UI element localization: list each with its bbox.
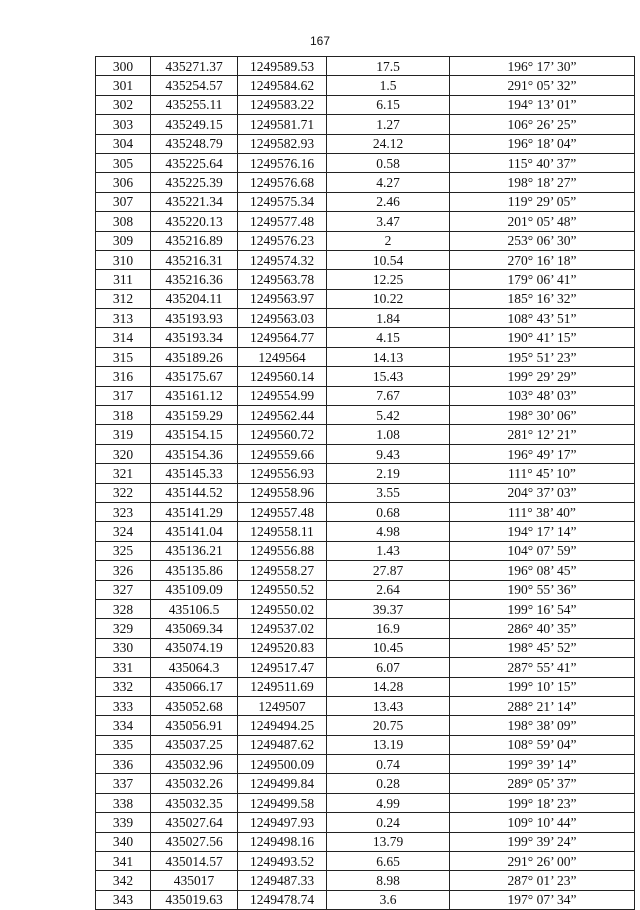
bearing-cell: 103° 48’ 03” (450, 386, 635, 405)
y-coordinate-cell: 1249554.99 (238, 386, 327, 405)
point-number-cell: 309 (96, 231, 151, 250)
bearing-cell: 286° 40’ 35” (450, 619, 635, 638)
point-number-cell: 325 (96, 541, 151, 560)
x-coordinate-cell: 435109.09 (151, 580, 238, 599)
distance-cell: 0.68 (327, 502, 450, 521)
bearing-cell: 190° 55’ 36” (450, 580, 635, 599)
table-row (96, 561, 635, 580)
x-coordinate-cell: 435154.15 (151, 425, 238, 444)
y-coordinate-cell: 1249584.62 (238, 76, 327, 95)
x-coordinate-cell: 435189.26 (151, 347, 238, 366)
bearing-cell: 194° 17’ 14” (450, 522, 635, 541)
y-coordinate-cell: 1249499.58 (238, 793, 327, 812)
point-number-cell: 338 (96, 793, 151, 812)
x-coordinate-cell: 435159.29 (151, 406, 238, 425)
x-coordinate-cell: 435145.33 (151, 464, 238, 483)
point-number-cell: 337 (96, 774, 151, 793)
distance-cell: 27.87 (327, 561, 450, 580)
table-row (96, 580, 635, 599)
bearing-cell: 195° 51’ 23” (450, 347, 635, 366)
y-coordinate-cell: 1249582.93 (238, 134, 327, 153)
bearing-cell: 198° 45’ 52” (450, 638, 635, 657)
y-coordinate-cell: 1249574.32 (238, 250, 327, 269)
x-coordinate-cell: 435027.56 (151, 832, 238, 851)
distance-cell: 2.46 (327, 192, 450, 211)
y-coordinate-cell: 1249563.97 (238, 289, 327, 308)
y-coordinate-cell: 1249499.84 (238, 774, 327, 793)
point-number-cell: 334 (96, 716, 151, 735)
distance-cell: 0.24 (327, 813, 450, 832)
y-coordinate-cell: 1249487.62 (238, 735, 327, 754)
x-coordinate-cell: 435225.39 (151, 173, 238, 192)
table-row (96, 212, 635, 231)
x-coordinate-cell: 435144.52 (151, 483, 238, 502)
x-coordinate-cell: 435175.67 (151, 367, 238, 386)
table-row (96, 793, 635, 812)
table-row (96, 871, 635, 890)
distance-cell: 6.65 (327, 852, 450, 871)
bearing-cell: 291° 05’ 32” (450, 76, 635, 95)
distance-cell: 13.19 (327, 735, 450, 754)
table-row (96, 658, 635, 677)
bearing-cell: 106° 26’ 25” (450, 115, 635, 134)
table-row (96, 95, 635, 114)
bearing-cell: 108° 59’ 04” (450, 735, 635, 754)
y-coordinate-cell: 1249487.33 (238, 871, 327, 890)
y-coordinate-cell: 1249507 (238, 696, 327, 715)
point-number-cell: 307 (96, 192, 151, 211)
y-coordinate-cell: 1249581.71 (238, 115, 327, 134)
distance-cell: 3.55 (327, 483, 450, 502)
distance-cell: 13.79 (327, 832, 450, 851)
point-number-cell: 323 (96, 502, 151, 521)
y-coordinate-cell: 1249494.25 (238, 716, 327, 735)
y-coordinate-cell: 1249558.11 (238, 522, 327, 541)
x-coordinate-cell: 435032.96 (151, 755, 238, 774)
bearing-cell: 196° 49’ 17” (450, 444, 635, 463)
x-coordinate-cell: 435216.89 (151, 231, 238, 250)
x-coordinate-cell: 435074.19 (151, 638, 238, 657)
y-coordinate-cell: 1249558.96 (238, 483, 327, 502)
x-coordinate-cell: 435220.13 (151, 212, 238, 231)
x-coordinate-cell: 435069.34 (151, 619, 238, 638)
table-row (96, 153, 635, 172)
table-row (96, 696, 635, 715)
table-row (96, 832, 635, 851)
y-coordinate-cell: 1249511.69 (238, 677, 327, 696)
bearing-cell: 196° 18’ 04” (450, 134, 635, 153)
distance-cell: 4.27 (327, 173, 450, 192)
table-row (96, 134, 635, 153)
y-coordinate-cell: 1249478.74 (238, 890, 327, 909)
distance-cell: 2 (327, 231, 450, 250)
y-coordinate-cell: 1249577.48 (238, 212, 327, 231)
distance-cell: 6.07 (327, 658, 450, 677)
table-row (96, 502, 635, 521)
x-coordinate-cell: 435027.64 (151, 813, 238, 832)
point-number-cell: 302 (96, 95, 151, 114)
page-number: 167 (309, 34, 331, 48)
distance-cell: 6.15 (327, 95, 450, 114)
table-row (96, 522, 635, 541)
distance-cell: 17.5 (327, 57, 450, 76)
x-coordinate-cell: 435255.11 (151, 95, 238, 114)
point-number-cell: 317 (96, 386, 151, 405)
distance-cell: 15.43 (327, 367, 450, 386)
bearing-cell: 204° 37’ 03” (450, 483, 635, 502)
point-number-cell: 315 (96, 347, 151, 366)
point-number-cell: 316 (96, 367, 151, 386)
distance-cell: 1.43 (327, 541, 450, 560)
point-number-cell: 306 (96, 173, 151, 192)
y-coordinate-cell: 1249575.34 (238, 192, 327, 211)
x-coordinate-cell: 435037.25 (151, 735, 238, 754)
y-coordinate-cell: 1249550.02 (238, 599, 327, 618)
point-number-cell: 314 (96, 328, 151, 347)
point-number-cell: 322 (96, 483, 151, 502)
distance-cell: 9.43 (327, 444, 450, 463)
distance-cell: 2.64 (327, 580, 450, 599)
table-row (96, 309, 635, 328)
x-coordinate-cell: 435271.37 (151, 57, 238, 76)
y-coordinate-cell: 1249493.52 (238, 852, 327, 871)
table-row (96, 328, 635, 347)
bearing-cell: 179° 06’ 41” (450, 270, 635, 289)
bearing-cell: 185° 16’ 32” (450, 289, 635, 308)
y-coordinate-cell: 1249583.22 (238, 95, 327, 114)
y-coordinate-cell: 1249537.02 (238, 619, 327, 638)
table-row (96, 270, 635, 289)
bearing-cell: 119° 29’ 05” (450, 192, 635, 211)
y-coordinate-cell: 1249589.53 (238, 57, 327, 76)
distance-cell: 4.98 (327, 522, 450, 541)
table-row (96, 173, 635, 192)
coordinates-table-body (96, 57, 635, 910)
point-number-cell: 327 (96, 580, 151, 599)
distance-cell: 39.37 (327, 599, 450, 618)
y-coordinate-cell: 1249563.78 (238, 270, 327, 289)
table-row (96, 599, 635, 618)
table-row (96, 406, 635, 425)
point-number-cell: 339 (96, 813, 151, 832)
table-row (96, 57, 635, 76)
point-number-cell: 333 (96, 696, 151, 715)
bearing-cell: 198° 18’ 27” (450, 173, 635, 192)
point-number-cell: 308 (96, 212, 151, 231)
distance-cell: 1.84 (327, 309, 450, 328)
point-number-cell: 310 (96, 250, 151, 269)
y-coordinate-cell: 1249576.23 (238, 231, 327, 250)
y-coordinate-cell: 1249556.93 (238, 464, 327, 483)
bearing-cell: 270° 16’ 18” (450, 250, 635, 269)
bearing-cell: 199° 18’ 23” (450, 793, 635, 812)
point-number-cell: 331 (96, 658, 151, 677)
table-row (96, 464, 635, 483)
x-coordinate-cell: 435193.34 (151, 328, 238, 347)
table-row (96, 386, 635, 405)
y-coordinate-cell: 1249498.16 (238, 832, 327, 851)
point-number-cell: 341 (96, 852, 151, 871)
x-coordinate-cell: 435136.21 (151, 541, 238, 560)
bearing-cell: 104° 07’ 59” (450, 541, 635, 560)
x-coordinate-cell: 435254.57 (151, 76, 238, 95)
distance-cell: 3.6 (327, 890, 450, 909)
point-number-cell: 311 (96, 270, 151, 289)
bearing-cell: 108° 43’ 51” (450, 309, 635, 328)
y-coordinate-cell: 1249576.68 (238, 173, 327, 192)
table-row (96, 619, 635, 638)
distance-cell: 2.19 (327, 464, 450, 483)
table-row (96, 852, 635, 871)
y-coordinate-cell: 1249560.14 (238, 367, 327, 386)
x-coordinate-cell: 435064.3 (151, 658, 238, 677)
point-number-cell: 329 (96, 619, 151, 638)
y-coordinate-cell: 1249576.16 (238, 153, 327, 172)
point-number-cell: 324 (96, 522, 151, 541)
table-row (96, 774, 635, 793)
point-number-cell: 321 (96, 464, 151, 483)
point-number-cell: 332 (96, 677, 151, 696)
table-row (96, 250, 635, 269)
distance-cell: 10.22 (327, 289, 450, 308)
bearing-cell: 190° 41’ 15” (450, 328, 635, 347)
distance-cell: 20.75 (327, 716, 450, 735)
point-number-cell: 330 (96, 638, 151, 657)
bearing-cell: 111° 45’ 10” (450, 464, 635, 483)
table-row (96, 677, 635, 696)
bearing-cell: 109° 10’ 44” (450, 813, 635, 832)
table-row (96, 347, 635, 366)
y-coordinate-cell: 1249558.27 (238, 561, 327, 580)
bearing-cell: 194° 13’ 01” (450, 95, 635, 114)
distance-cell: 1.27 (327, 115, 450, 134)
distance-cell: 0.58 (327, 153, 450, 172)
x-coordinate-cell: 435014.57 (151, 852, 238, 871)
y-coordinate-cell: 1249562.44 (238, 406, 327, 425)
bearing-cell: 196° 08’ 45” (450, 561, 635, 580)
table-row (96, 192, 635, 211)
x-coordinate-cell: 435019.63 (151, 890, 238, 909)
distance-cell: 8.98 (327, 871, 450, 890)
distance-cell: 24.12 (327, 134, 450, 153)
distance-cell: 4.15 (327, 328, 450, 347)
bearing-cell: 199° 16’ 54” (450, 599, 635, 618)
point-number-cell: 326 (96, 561, 151, 580)
x-coordinate-cell: 435216.31 (151, 250, 238, 269)
coordinates-table (95, 56, 635, 910)
x-coordinate-cell: 435221.34 (151, 192, 238, 211)
table-row (96, 115, 635, 134)
x-coordinate-cell: 435193.93 (151, 309, 238, 328)
bearing-cell: 201° 05’ 48” (450, 212, 635, 231)
distance-cell: 12.25 (327, 270, 450, 289)
y-coordinate-cell: 1249520.83 (238, 638, 327, 657)
distance-cell: 1.08 (327, 425, 450, 444)
x-coordinate-cell: 435017 (151, 871, 238, 890)
bearing-cell: 289° 05’ 37” (450, 774, 635, 793)
distance-cell: 14.13 (327, 347, 450, 366)
point-number-cell: 318 (96, 406, 151, 425)
point-number-cell: 336 (96, 755, 151, 774)
bearing-cell: 111° 38’ 40” (450, 502, 635, 521)
table-row (96, 367, 635, 386)
x-coordinate-cell: 435161.12 (151, 386, 238, 405)
x-coordinate-cell: 435106.5 (151, 599, 238, 618)
y-coordinate-cell: 1249497.93 (238, 813, 327, 832)
point-number-cell: 343 (96, 890, 151, 909)
x-coordinate-cell: 435225.64 (151, 153, 238, 172)
bearing-cell: 199° 10’ 15” (450, 677, 635, 696)
point-number-cell: 342 (96, 871, 151, 890)
x-coordinate-cell: 435135.86 (151, 561, 238, 580)
x-coordinate-cell: 435066.17 (151, 677, 238, 696)
y-coordinate-cell: 1249556.88 (238, 541, 327, 560)
bearing-cell: 253° 06’ 30” (450, 231, 635, 250)
point-number-cell: 340 (96, 832, 151, 851)
y-coordinate-cell: 1249517.47 (238, 658, 327, 677)
point-number-cell: 304 (96, 134, 151, 153)
y-coordinate-cell: 1249559.66 (238, 444, 327, 463)
x-coordinate-cell: 435249.15 (151, 115, 238, 134)
table-row (96, 483, 635, 502)
point-number-cell: 320 (96, 444, 151, 463)
x-coordinate-cell: 435032.26 (151, 774, 238, 793)
x-coordinate-cell: 435154.36 (151, 444, 238, 463)
table-row (96, 755, 635, 774)
table-row (96, 813, 635, 832)
bearing-cell: 288° 21’ 14” (450, 696, 635, 715)
x-coordinate-cell: 435056.91 (151, 716, 238, 735)
y-coordinate-cell: 1249563.03 (238, 309, 327, 328)
bearing-cell: 287° 01’ 23” (450, 871, 635, 890)
table-row (96, 890, 635, 909)
bearing-cell: 199° 29’ 29” (450, 367, 635, 386)
bearing-cell: 196° 17’ 30” (450, 57, 635, 76)
table-row (96, 638, 635, 657)
table-row (96, 444, 635, 463)
bearing-cell: 199° 39’ 14” (450, 755, 635, 774)
point-number-cell: 313 (96, 309, 151, 328)
distance-cell: 14.28 (327, 677, 450, 696)
bearing-cell: 287° 55’ 41” (450, 658, 635, 677)
distance-cell: 5.42 (327, 406, 450, 425)
x-coordinate-cell: 435032.35 (151, 793, 238, 812)
distance-cell: 0.74 (327, 755, 450, 774)
table-row (96, 716, 635, 735)
bearing-cell: 291° 26’ 00” (450, 852, 635, 871)
bearing-cell: 198° 30’ 06” (450, 406, 635, 425)
bearing-cell: 197° 07’ 34” (450, 890, 635, 909)
distance-cell: 10.54 (327, 250, 450, 269)
distance-cell: 16.9 (327, 619, 450, 638)
x-coordinate-cell: 435141.29 (151, 502, 238, 521)
distance-cell: 4.99 (327, 793, 450, 812)
distance-cell: 3.47 (327, 212, 450, 231)
distance-cell: 1.5 (327, 76, 450, 95)
table-row (96, 289, 635, 308)
point-number-cell: 319 (96, 425, 151, 444)
point-number-cell: 305 (96, 153, 151, 172)
x-coordinate-cell: 435216.36 (151, 270, 238, 289)
point-number-cell: 303 (96, 115, 151, 134)
point-number-cell: 300 (96, 57, 151, 76)
point-number-cell: 328 (96, 599, 151, 618)
distance-cell: 0.28 (327, 774, 450, 793)
y-coordinate-cell: 1249500.09 (238, 755, 327, 774)
x-coordinate-cell: 435052.68 (151, 696, 238, 715)
x-coordinate-cell: 435141.04 (151, 522, 238, 541)
table-row (96, 425, 635, 444)
point-number-cell: 301 (96, 76, 151, 95)
point-number-cell: 335 (96, 735, 151, 754)
y-coordinate-cell: 1249560.72 (238, 425, 327, 444)
table-row (96, 735, 635, 754)
x-coordinate-cell: 435248.79 (151, 134, 238, 153)
y-coordinate-cell: 1249564 (238, 347, 327, 366)
distance-cell: 7.67 (327, 386, 450, 405)
y-coordinate-cell: 1249557.48 (238, 502, 327, 521)
bearing-cell: 198° 38’ 09” (450, 716, 635, 735)
point-number-cell: 312 (96, 289, 151, 308)
bearing-cell: 199° 39’ 24” (450, 832, 635, 851)
y-coordinate-cell: 1249550.52 (238, 580, 327, 599)
bearing-cell: 281° 12’ 21” (450, 425, 635, 444)
table-row (96, 76, 635, 95)
distance-cell: 10.45 (327, 638, 450, 657)
y-coordinate-cell: 1249564.77 (238, 328, 327, 347)
distance-cell: 13.43 (327, 696, 450, 715)
x-coordinate-cell: 435204.11 (151, 289, 238, 308)
table-row (96, 231, 635, 250)
bearing-cell: 115° 40’ 37” (450, 153, 635, 172)
table-row (96, 541, 635, 560)
